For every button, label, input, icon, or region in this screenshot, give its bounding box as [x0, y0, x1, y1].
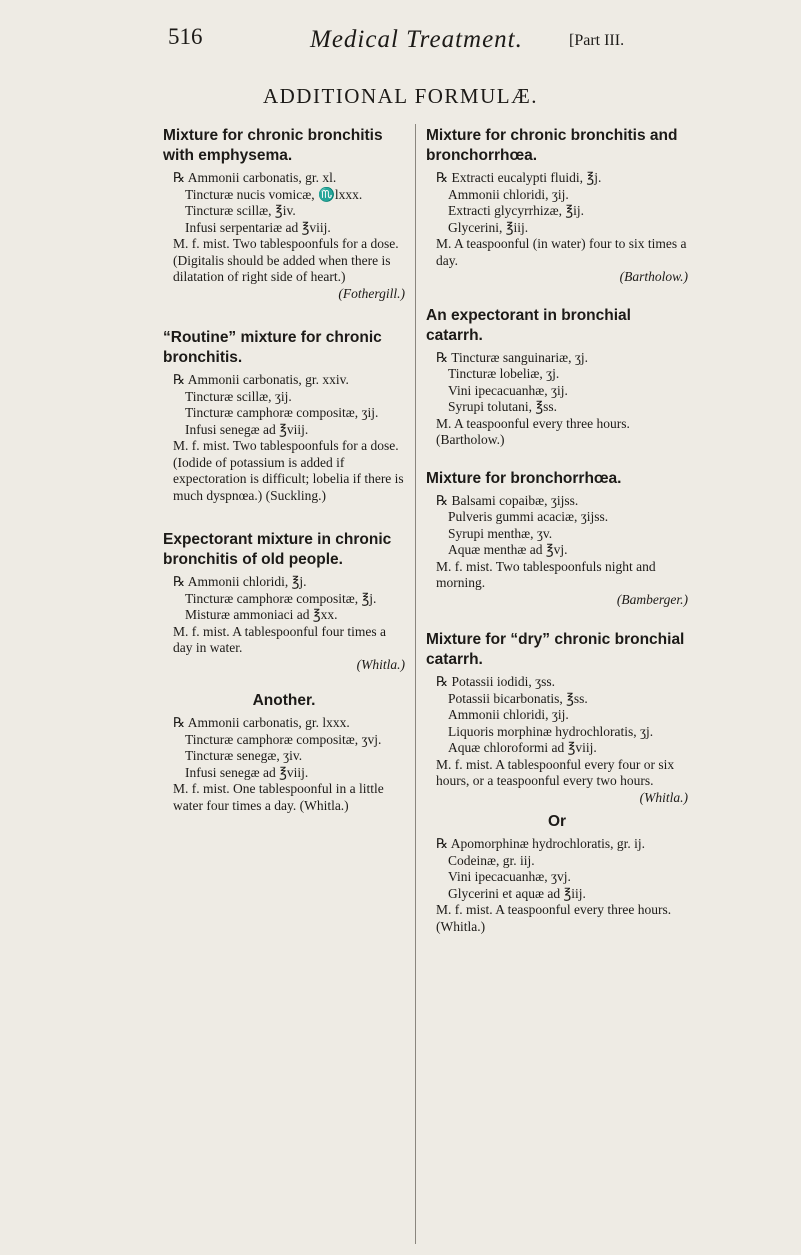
formula-heading: An expectorant in bronchial catarrh. [426, 306, 631, 344]
formula-entry [163, 328, 405, 504]
formula-heading: Mixture for “dry” chronic bronchial catarrh. [426, 631, 685, 668]
ingredient-line: Tincturæ scillæ, ℥iv. [185, 203, 296, 218]
prescription-line: ℞ Extracti eucalypti fluidi, ℥j. [436, 170, 602, 185]
ingredient-line: Ammonii chloridi, ʒij. [448, 186, 569, 202]
ingredient-line: Tincturæ lobeliæ, ʒj. [448, 366, 560, 381]
directions-text: M. A teaspoonful (in water) four to six times a day. [436, 236, 687, 268]
directions-text: M. f. mist. Two tablespoonfuls for a dose. (Digitalis should be added when there is dilatation of right side of heart.) [173, 236, 399, 284]
ingredient-line: Pulveris gummi acaciæ, ʒijss. [448, 509, 609, 524]
ingredient-line: Infusi senegæ ad ℥viij. [185, 764, 309, 780]
formula-heading: Another. [252, 692, 316, 709]
ingredient-line: Glycerini et aquæ ad ℥iij. [448, 885, 586, 901]
directions-text: M. f. mist. A tablespoonful four times a day in water. [173, 623, 386, 655]
ingredient-line: Misturæ ammoniaci ad ℥xx. [185, 607, 338, 622]
ingredient-line: Infusi serpentariæ ad ℥viij. [185, 219, 331, 235]
left-column [163, 126, 405, 824]
formula-entry [163, 530, 405, 673]
formula-entry [163, 691, 405, 814]
directions-text: M. A teaspoonful every three hours. (Bartholow.) [436, 415, 630, 447]
attribution: (Fothergill.) [338, 285, 405, 301]
prescription-line: ℞ Ammonii carbonatis, gr. xl. [173, 170, 337, 185]
ingredient-line: Liquoris morphinæ hydrochloratis, ʒj. [448, 723, 654, 739]
ingredient-line: Ammonii chloridi, ʒij. [448, 707, 569, 722]
formula-heading: Mixture for chronic bronchitis and bronchorrhœa. [426, 127, 678, 164]
formula-entry [426, 630, 688, 806]
formula-heading: “Routine” mixture for chronic bronchitis. [163, 329, 382, 366]
ingredient-line: Tincturæ camphoræ compositæ, ʒvj. [185, 731, 382, 747]
prescription-line: ℞ Balsami copaibæ, ʒijss. [436, 492, 579, 508]
ingredient-line: Tincturæ senegæ, ʒiv. [185, 748, 303, 763]
page-number: 516 [168, 24, 203, 49]
directions-text: M. f. mist. One tablespoonful in a little water four times a day. (Whitla.) [173, 781, 384, 813]
directions-text: M. f. mist. Two tablespoonfuls night and morning. [436, 558, 656, 590]
formula-entry [426, 812, 688, 935]
ingredient-line: Vini ipecacuanhæ, ʒvj. [448, 869, 571, 884]
ingredient-line: Codeinæ, gr. iij. [448, 852, 535, 868]
directions-text: M. f. mist. A tablespoonful every four or six hours, or a teaspoonful every two hours. [436, 756, 675, 788]
ingredient-line: Tincturæ scillæ, ʒij. [185, 388, 292, 404]
attribution: (Whitla.) [639, 789, 688, 805]
ingredient-line: Tincturæ camphoræ compositæ, ℥j. [185, 590, 377, 606]
ingredient-line: Vini ipecacuanhæ, ʒij. [448, 382, 568, 398]
ingredient-line: Extracti glycyrrhizæ, ℥ij. [448, 203, 585, 218]
ingredient-line: Infusi senegæ ad ℥viij. [185, 421, 309, 437]
attribution: (Bartholow.) [619, 269, 688, 284]
ingredient-line: Syrupi tolutani, ℥ss. [448, 399, 558, 414]
ingredient-line: Glycerini, ℥iij. [448, 219, 529, 235]
formula-heading: Mixture for chronic bronchitis with emphysema. [163, 127, 383, 164]
ingredient-line: Potassii bicarbonatis, ℥ss. [448, 690, 588, 706]
ingredient-line: Aquæ menthæ ad ℥vj. [448, 542, 568, 557]
column-divider [415, 124, 416, 1244]
directions-text: M. f. mist. A teaspoonful every three hours. (Whitla.) [436, 902, 672, 934]
running-title: Medical Treatment. [310, 26, 523, 53]
prescription-line: ℞ Tincturæ sanguinariæ, ʒj. [436, 349, 588, 365]
prescription-line: ℞ Ammonii carbonatis, gr. lxxx. [173, 715, 350, 730]
ingredient-line: Syrupi menthæ, ʒv. [448, 525, 553, 541]
formula-heading: Mixture for bronchorrhœa. [426, 469, 622, 487]
formula-heading: Expectorant mixture in chronic bronchitis of old people. [163, 531, 392, 568]
formula-entry [426, 469, 688, 609]
directions-text: M. f. mist. Two tablespoonfuls for a dose. (Iodide of potassium is added if expectoration is difficult; lobelia if there is much dyspnœa.) (Suckling.) [173, 438, 404, 503]
ingredient-line: Aquæ chloroformi ad ℥viij. [448, 740, 597, 755]
part-label: [Part III. [569, 32, 625, 49]
prescription-line: ℞ Ammonii chloridi, ℥j. [173, 574, 307, 589]
right-column [426, 126, 688, 945]
prescription-line: ℞ Potassii iodidi, ʒss. [436, 674, 555, 689]
prescription-line: ℞ Apomorphinæ hydrochloratis, gr. ij. [436, 836, 645, 851]
prescription-line: ℞ Ammonii carbonatis, gr. xxiv. [173, 372, 349, 387]
section-title: ADDITIONAL FORMULÆ. [262, 84, 539, 108]
formula-heading: Or [547, 813, 567, 830]
formula-entry [426, 306, 688, 449]
ingredient-line: Tincturæ camphoræ compositæ, ʒij. [185, 405, 379, 420]
attribution: (Whitla.) [356, 656, 405, 672]
running-head [0, 22, 801, 62]
formula-entry [163, 126, 405, 302]
formula-entry [426, 126, 688, 286]
ingredient-line: Tincturæ nucis vomicæ, ♏lxxx. [185, 186, 363, 202]
attribution: (Bamberger.) [616, 591, 688, 607]
